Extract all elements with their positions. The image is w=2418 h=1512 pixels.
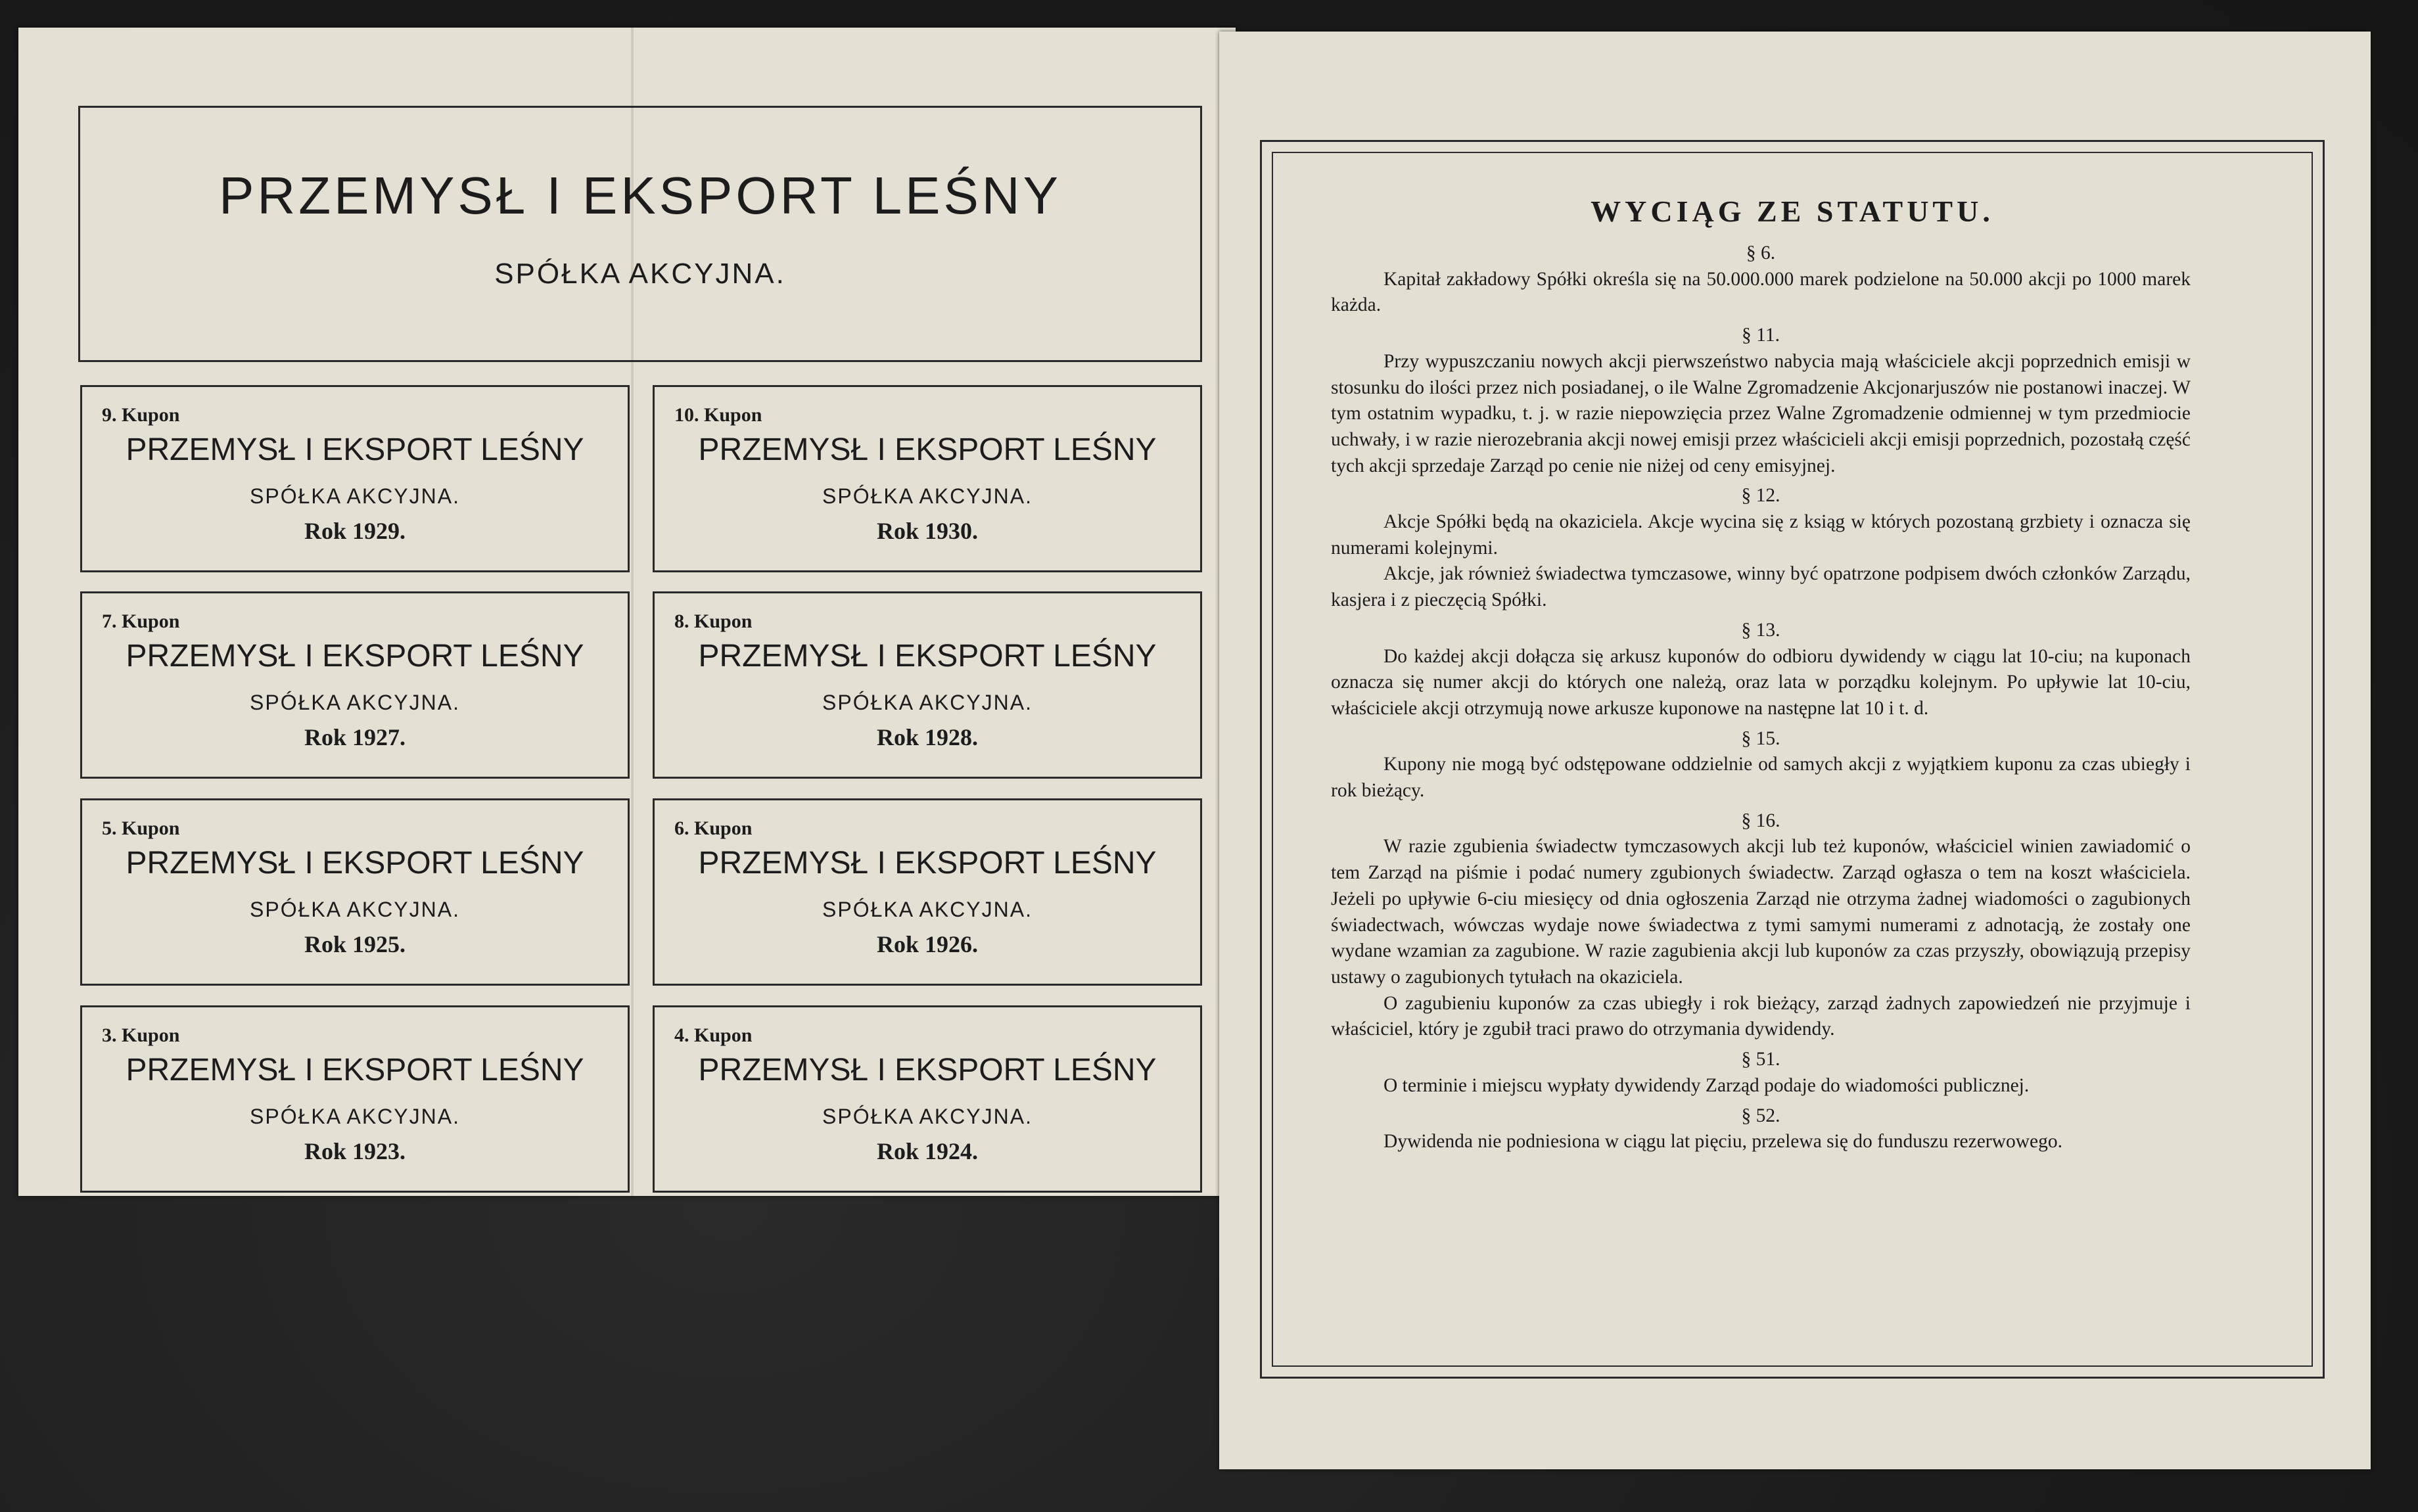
coupon-subtitle: SPÓŁKA AKCYJNA. [250, 484, 460, 508]
coupon-box [653, 591, 1202, 779]
coupon-title: PRZEMYSŁ I EKSPORT LEŚNY [698, 639, 1157, 674]
coupon-box [80, 591, 630, 779]
coupon-number: 10. Kupon [674, 404, 762, 426]
statute-paragraph: W razie zgubienia świadectw tymczasowych akcji lub też kuponów, właściciel winien zawiadomić o tem Zarząd na piśmie i podać numery zgubionych świadectw. Zarząd ogłasza o tem na koszt właściciela. Jeżeli po upływie 6-ciu miesięcy od dnia ogłoszenia Zarząd nie otrzyma żadnej wiadomości o zagubionych świadectwach, wówczas wydaje nowe świadectwa z tymi samymi numerami z adnotacją, że zostały one wydane wzamian za zagubione. W razie zagubienia akcji lub kuponów za czas przyszły, obowiązują przepisy ustawy o zagubionych tytułach na okaziciela. [1331, 836, 2191, 988]
coupon-subtitle: SPÓŁKA AKCYJNA. [822, 1105, 1033, 1128]
statute-section-heading: § 52. [1741, 1105, 1780, 1126]
coupon-year: Rok 1927. [304, 724, 406, 750]
coupon-box [80, 1005, 630, 1193]
coupon-year: Rok 1928. [876, 724, 979, 750]
statute-title: WYCIĄG ZE STATUTU. [1591, 195, 1994, 228]
coupon-title: PRZEMYSŁ I EKSPORT LEŚNY [126, 432, 584, 467]
statute-paragraph: O terminie i miejscu wypłaty dywidendy Zarząd podaje do wiadomości publicznej. [1383, 1074, 2030, 1096]
statute-paragraph: O zagubieniu kuponów za czas ubiegły i rok bieżący, zarząd żadnych zapowiedzeń nie przyjmuje i właściciel, który je zgubił traci prawo do otrzymania dywidendy. [1331, 992, 2191, 1040]
coupon-number: 8. Kupon [674, 610, 753, 632]
statute-paragraph: Przy wypuszczaniu nowych akcji pierwszeństwo nabycia mają właściciele akcji poprzednich emisji w stosunku do ilości przez nich posiadanej, o ile Walne Zgromadzenie Akcjonarjuszów nie postanowi inaczej. W tym ostatnim wypadku, t. j. w razie niepowzięcia przez Walne Zgromadzenie odmiennej w tym przedmiocie uchwały, i w razie nierozebrania akcji nowej emisji przez właścicieli akcji emisji poprzednich, pozostałą część tych akcji sprzedaje Zarząd po cenie nie niżej od ceny emisyjnej. [1331, 350, 2191, 476]
statute-paragraph: Akcje, jak również świadectwa tymczasowe, winny być opatrzone podpisem dwóch członków Zarządu, kasjera i z pieczęcią Spółki. [1331, 563, 2191, 611]
statute-paragraph: Do każdej akcji dołącza się arkusz kuponów do odbioru dywidendy w ciągu lat 10-ciu; na kuponach oznacza się numer akcji do których one należą, oraz lata w porządku kolejnym. Po upływie lat 10-ciu, właściciele akcji otrzymują nowe arkusze kuponowe na następne lat 10 i t. d. [1331, 645, 2191, 719]
coupon-box [653, 385, 1202, 572]
coupon-box [80, 798, 630, 986]
company-type: SPÓŁKA AKCYJNA. [494, 258, 786, 290]
statute-paragraph: Akcje Spółki będą na okaziciela. Akcje wycina się z ksiąg w których pozostaną grzbiety i oznacza się numerami kolejnymi. [1331, 511, 2191, 559]
coupon-title: PRZEMYSŁ I EKSPORT LEŚNY [126, 1053, 584, 1088]
statute-paragraph: Dywidenda nie podniesiona w ciągu lat pięciu, przelewa się do funduszu rezerwowego. [1383, 1131, 2062, 1153]
coupon-subtitle: SPÓŁKA AKCYJNA. [250, 898, 460, 921]
coupon-number: 3. Kupon [102, 1024, 180, 1046]
coupon-box [653, 798, 1202, 986]
statute-section-heading: § 51. [1741, 1049, 1780, 1070]
coupon-subtitle: SPÓŁKA AKCYJNA. [822, 691, 1033, 714]
statute-section-heading: § 16. [1741, 810, 1780, 831]
coupon-number: 4. Kupon [674, 1024, 753, 1046]
coupon-subtitle: SPÓŁKA AKCYJNA. [822, 898, 1033, 921]
coupon-number: 9. Kupon [102, 404, 180, 426]
coupon-title: PRZEMYSŁ I EKSPORT LEŚNY [126, 846, 584, 881]
coupon-title: PRZEMYSŁ I EKSPORT LEŚNY [126, 639, 584, 674]
statute-body [1331, 237, 2191, 1155]
coupon-subtitle: SPÓŁKA AKCYJNA. [250, 1105, 460, 1128]
coupon-year: Rok 1926. [876, 931, 979, 957]
statute-paragraph: Kupony nie mogą być odstępowane oddzielnie od samych akcji z wyjątkiem kuponu za czas ubiegły i rok bieżący. [1331, 754, 2191, 802]
coupon-box [80, 385, 630, 572]
coupon-year: Rok 1924. [876, 1138, 979, 1164]
statute-section-heading: § 13. [1741, 619, 1780, 641]
coupon-number: 6. Kupon [674, 817, 753, 839]
coupon-box [653, 1005, 1202, 1193]
coupon-year: Rok 1930. [876, 518, 979, 544]
statute-section-heading: § 11. [1742, 325, 1780, 346]
coupon-year: Rok 1923. [304, 1138, 406, 1164]
coupon-number: 5. Kupon [102, 817, 180, 839]
coupon-year: Rok 1929. [304, 518, 406, 544]
coupon-number: 7. Kupon [102, 610, 180, 632]
coupon-subtitle: SPÓŁKA AKCYJNA. [250, 691, 460, 714]
coupon-sheet-header [78, 106, 1202, 362]
statute-section-heading: § 12. [1741, 485, 1780, 507]
coupon-subtitle: SPÓŁKA AKCYJNA. [822, 484, 1033, 508]
statute-section-heading: § 6. [1746, 242, 1776, 263]
statute-paragraph: Kapitał zakładowy Spółki określa się na 50.000.000 marek podzielone na 50.000 akcji po 1000 marek każda. [1331, 268, 2191, 316]
company-name: PRZEMYSŁ I EKSPORT LEŚNY [219, 166, 1061, 225]
coupon-year: Rok 1925. [304, 931, 406, 957]
statute-section-heading: § 15. [1741, 727, 1780, 749]
coupon-title: PRZEMYSŁ I EKSPORT LEŚNY [698, 846, 1157, 881]
coupon-title: PRZEMYSŁ I EKSPORT LEŚNY [698, 432, 1157, 467]
coupon-title: PRZEMYSŁ I EKSPORT LEŚNY [698, 1053, 1157, 1088]
